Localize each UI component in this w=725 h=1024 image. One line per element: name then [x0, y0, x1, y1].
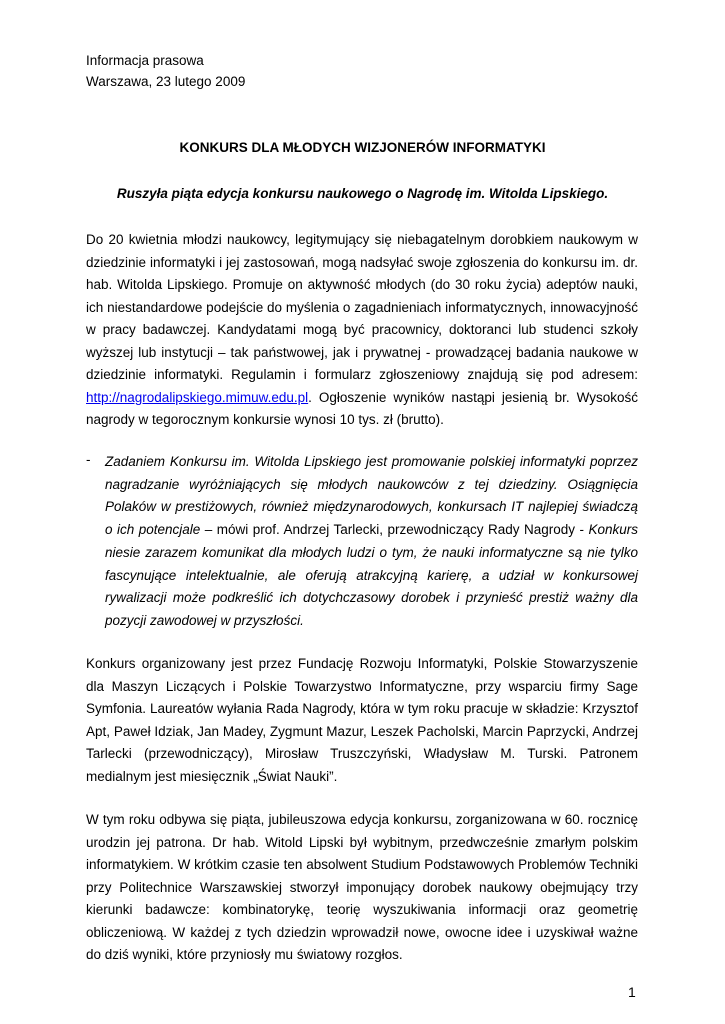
paragraph-intro-text: Do 20 kwietnia młodzi naukowcy, legitymujący się niebagatelnym dorobkiem naukowym w dziedzinie informatyki i jej zastosowań, mogą nadsyłać swoje zgłoszenia do konkursu im. dr. hab. Witolda Lipskiego. Promuje on aktywność młodych (do 30 roku życia) adeptów nauki, ich niestandardowe podejście do myślenia o zagadnieniach informatycznych, innowacyjność w pracy badawczej. Kandydatami mogą być pracownicy, doktoranci lub studenci szkoły wyższej lub instytucji – tak państwowej, jak i prywatnej - prowadzącej badania naukowe w dziedzinie informatyki. Regulamin i formularz zgłoszeniowy znajdują się pod adresem:	[86, 232, 638, 382]
document-subtitle: Ruszyła piąta edycja konkursu naukowego o Nagrodę im. Witolda Lipskiego.	[116, 186, 609, 201]
quote-dash: -	[86, 452, 91, 467]
quote-part-1: Zadaniem Konkursu im. Witolda Lipskiego jest promowanie polskiej informatyki poprzez nagradzanie wyróżniających się młodych naukowców z tej dziedziny. Osiągnięcia Polaków w prestiżowych, również międzynarodowych, konkursach IT najlepiej świadczą o ich potencjale	[105, 454, 638, 538]
paragraph-quote	[105, 451, 638, 633]
header-press-release: Informacja prasowa	[86, 53, 204, 68]
paragraph-intro-text-end: . Ogłoszenie wyników nastąpi jesienią br. Wysokość nagrody w tegorocznym konkursie wynosi 10 tys. zł (brutto).	[86, 389, 638, 427]
paragraph-patron: W tym roku odbywa się piąta, jubileuszowa edycja konkursu, zorganizowana w 60. rocznicę urodzin jej patrona. Dr hab. Witold Lipski był wybitnym, przedwcześnie zmarłym polskim informatykiem. W krótkim czasie ten absolwent Studium Podstawowych Problemów Techniki przy Politechnice Warszawskiej stworzył imponujący dorobek naukowy obejmujący trzy kierunki badawcze: kombinatorykę, teorię wyszukiwania informacji oraz geometrię obliczeniową. W każdej z tych dziedzin wprowadził nowe, owocne idee i uzyskiwał ważne do dziś wyniki, które przyniosły mu światowy rozgłos.	[86, 812, 638, 962]
paragraph-organizers: Konkurs organizowany jest przez Fundację Rozwoju Informatyki, Polskie Stowarzyszenie dla Maszyn Liczących i Polskie Towarzystwo Informatyczne, przy wsparciu firmy Sage Symfonia. Laureatów wyłania Rada Nagrody, która w tym roku pracuje w składzie: Krzysztof Apt, Paweł Idziak, Jan Madey, Zygmunt Mazur, Leszek Pacholski, Marcin Paprzycki, Andrzej Tarlecki (przewodniczący), Mirosław Truszczyński, Władysław M. Turski. Patronem medialnym jest miesięcznik „Świat Nauki”.	[86, 656, 638, 784]
page-number: 1	[628, 984, 636, 1000]
header-date: Warszawa, 23 lutego 2009	[86, 74, 246, 89]
paragraph-intro	[86, 229, 638, 432]
contest-website-link[interactable]: http://nagrodalipskiego.mimuw.edu.pl	[86, 389, 309, 405]
quote-attribution: – mówi prof. Andrzej Tarlecki, przewodniczący Rady Nagrody -	[200, 522, 589, 538]
document-title: KONKURS DLA MŁODYCH WIZJONERÓW INFORMATYKI	[179, 140, 546, 155]
quote-part-2: Konkurs niesie zarazem komunikat dla młodych ludzi o tym, że nauki informatyczne są nie tylko fascynujące intelektualnie, ale oferują atrakcyjną karierę, a udział w konkursowej rywalizacji może podkreślić ich dotychczasowy dorobek i przynieść prestiż ważny dla pozycji zawodowej w przyszłości.	[105, 522, 638, 628]
